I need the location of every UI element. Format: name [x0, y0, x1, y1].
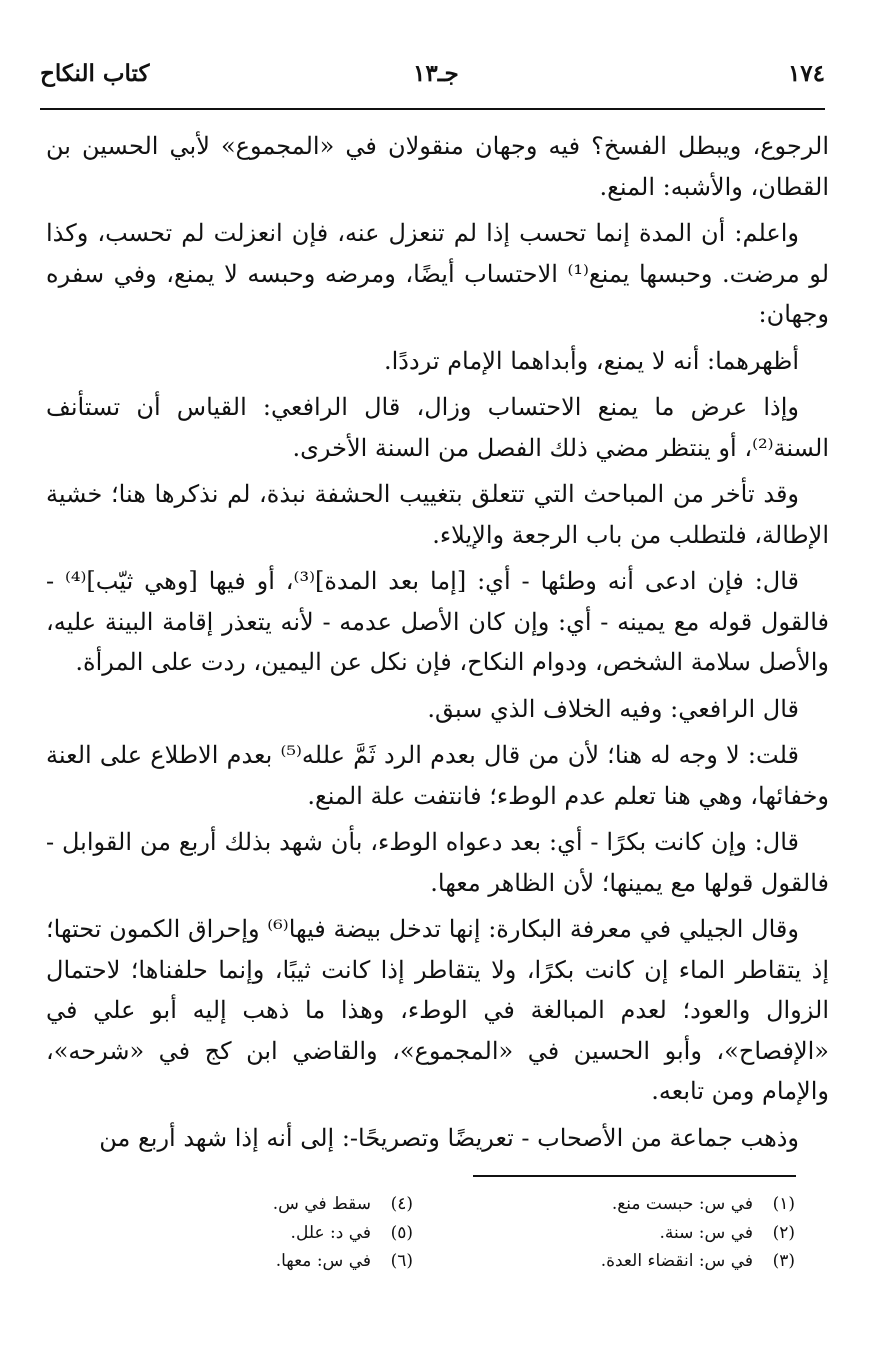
- footnote: [213, 1219, 413, 1248]
- paragraph: قال الرافعي: وفيه الخلاف الذي سبق.: [427, 694, 799, 723]
- paragraph: وإذا عرض ما يمنع الاحتساب وزال، قال الرافعي: القياس أن تستأنف السنة⁽²⁾، أو ينتظر مضي ذلك الفصل من السنة الأخرى.: [46, 393, 829, 462]
- header-divider: [40, 108, 825, 110]
- footnote-text: في س: سنة.: [659, 1222, 753, 1243]
- footnote-text: في س: حبست منع.: [611, 1194, 753, 1214]
- volume-label: جـ١٣: [413, 60, 459, 87]
- paragraph: أظهرهما: أنه لا يمنع، وأبداهما الإمام ترددًا.: [383, 346, 799, 375]
- running-title: كتاب النكاح: [40, 60, 150, 87]
- footnote: [213, 1190, 413, 1219]
- footnote-text: في س: انقضاء العدة.: [600, 1251, 753, 1271]
- footnotes-left-column: [213, 1190, 413, 1276]
- paragraph: واعلم: أن المدة إنما تحسب إذا لم تنعزل عنه، فإن انعزلت لم تحسب، وكذا لو مرضت. وحبسها يمنع⁽¹⁾ الاحتساب أيضًا، ومرضه وحبسه لا يمنع، وفي سفره وجهان:: [46, 219, 830, 328]
- paragraph: قلت: لا وجه له هنا؛ لأن من قال بعدم الرد ثَمَّ علله⁽⁵⁾ بعدم الاطلاع على العنة وخفائها، وهي هنا تعلم عدم الوطء؛ فانتفت علة المنع.: [46, 741, 829, 810]
- footnote: [535, 1190, 795, 1219]
- footnote: [213, 1247, 413, 1276]
- footnote-number: (٦): [390, 1251, 413, 1271]
- page-header: [40, 58, 825, 106]
- paragraph: قال: وإن كانت بكرًا - أي: بعد دعواه الوطء، بأن شهد بذلك أربع من القوابل - فالقول قولها مع يمينها؛ لأن الظاهر معها.: [46, 828, 829, 897]
- paragraph: وقال الجيلي في معرفة البكارة: إنها تدخل بيضة فيها⁽⁶⁾ وإحراق الكمون تحتها؛ إذ يتقاطر الماء إن كانت بكرًا، ولا يتقاطر إذا كانت ثيبًا، وإنما حلفناها؛ لاحتمال الزوال والعود؛ لعدم المبالغة في الوطء، وهذا ما ذهب إليه أبو علي في «الإفصاح»، وأبو الحسين في «المجموع»، والقاضي ابن كج في «شرحه»، والإمام ومن تابعه.: [46, 915, 829, 1105]
- footnote-number: (٤): [390, 1194, 413, 1214]
- page-number: ١٧٤: [787, 60, 825, 87]
- footnote-text: في س: معها.: [275, 1251, 371, 1271]
- footnote-text: سقط في س.: [272, 1194, 371, 1214]
- footnote-text: في د: علل.: [290, 1222, 371, 1243]
- footnote-number: (٣): [772, 1251, 795, 1271]
- footnote-number: (٥): [390, 1222, 413, 1243]
- footnote: [535, 1247, 795, 1276]
- paragraph: قال: فإن ادعى أنه وطئها - أي: [إما بعد المدة]⁽³⁾، أو فيها [وهي ثيّب]⁽⁴⁾ - فالقول قوله مع يمينه - أي: وإن كان الأصل عدمه - لأنه يتعذر إقامة البينة عليه، والأصل سلامة الشخص، ودوام النكاح، فإن نكل عن اليمين، ردت على المرأة.: [46, 567, 829, 676]
- footnote-divider: [473, 1175, 796, 1177]
- main-text: [46, 126, 829, 1164]
- paragraph: وذهب جماعة من الأصحاب - تعريضًا وتصريحًا-: إلى أنه إذا شهد أربع من: [99, 1123, 799, 1152]
- footnotes-right-column: [535, 1190, 795, 1276]
- paragraph: وقد تأخر من المباحث التي تتعلق بتغييب الحشفة نبذة، لم نذكرها هنا؛ خشية الإطالة، فلتطلب من باب الرجعة والإيلاء.: [46, 480, 829, 549]
- footnote: [535, 1219, 795, 1248]
- paragraph: الرجوع، ويبطل الفسخ؟ فيه وجهان منقولان في «المجموع» لأبي الحسين بن القطان، والأشبه: المنع.: [46, 132, 829, 201]
- footnote-number: (٢): [772, 1222, 795, 1243]
- footnote-number: (١): [772, 1194, 795, 1214]
